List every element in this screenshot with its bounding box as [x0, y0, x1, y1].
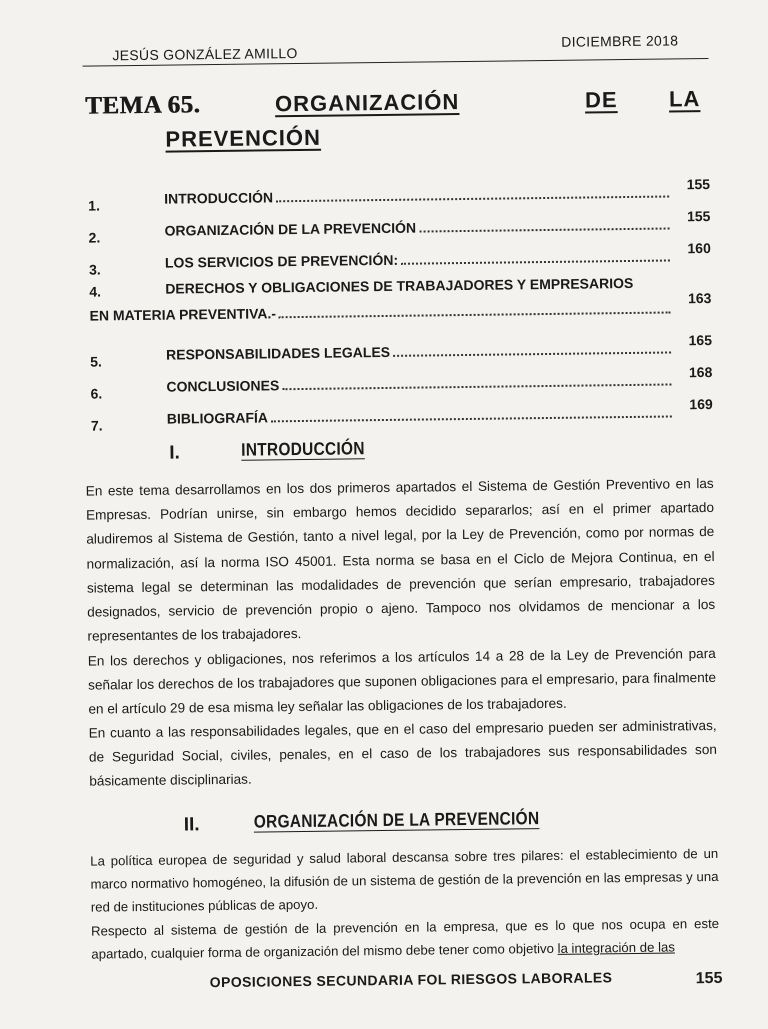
- toc-item-number: 4.: [89, 283, 102, 300]
- section-number: I.: [169, 442, 180, 464]
- toc-item-number: 5.: [90, 353, 102, 370]
- toc-item-number: 6.: [90, 385, 103, 402]
- title-word-prevencion: PREVENCIÓN: [165, 124, 322, 152]
- title-tema: TEMA 65.: [84, 91, 201, 120]
- toc-item-label: DERECHOS Y OBLIGACIONES DE TRABAJADORES Y EMPRESARIOS: [165, 274, 634, 297]
- document-title: [84, 82, 709, 152]
- toc-leader-dots: [419, 226, 670, 232]
- toc-item-label: LOS SERVICIOS DE PREVENCIÓN:: [164, 251, 399, 271]
- table-of-contents: [86, 176, 715, 436]
- section-title: ORGANIZACIÓN DE LA PREVENCIÓN: [253, 808, 540, 832]
- title-word-la: LA: [668, 86, 701, 112]
- paragraph: [91, 912, 720, 966]
- toc-item-number: 7.: [90, 417, 103, 434]
- toc-item-page: 169: [689, 395, 713, 413]
- toc-item: [89, 396, 715, 436]
- toc-item-page: 163: [687, 289, 712, 307]
- underlined-text: la integración de las: [557, 939, 675, 956]
- toc-item-number: 2.: [88, 229, 101, 246]
- toc-item-label: CONCLUSIONES: [166, 377, 280, 395]
- header-date: DICIEMBRE 2018: [561, 32, 679, 50]
- toc-item-number: 3.: [88, 261, 101, 278]
- header-author: JESÚS GONZÁLEZ AMILLO: [112, 45, 298, 64]
- toc-item-page: 155: [686, 175, 711, 193]
- toc-item-label: ORGANIZACIÓN DE LA PREVENCIÓN: [164, 219, 417, 239]
- paragraph-text: Respecto al sistema de gestión de la prevención en la empresa, que es lo que nos ocupa en este apartado, cualquier forma de organización del mismo debe tener como objetivo: [91, 915, 720, 962]
- toc-leader-dots: [279, 310, 671, 318]
- footer-text: OPOSICIONES SECUNDARIA FOL RIESGOS LABORALES: [209, 969, 613, 991]
- paragraph: En cuanto a las responsabilidades legales, que en el caso del empresario pueden ser administrativas, de Seguridad Social, civiles, penales, en el caso de los trabajadores sus responsabilidades son básicamente disciplinarias.: [88, 717, 718, 790]
- toc-item-number: 1.: [88, 197, 101, 214]
- paragraph: En este tema desarrollamos en los dos primeros apartados el Sistema de Gestión Preventivo en las Empresas. Podrían unirse, sin embargo hemos decidido separarlos; así en el primer apartado aludiremos al Sistema de Gestión, tanto a nivel legal, por la Ley de Prevención, como por normas de normalización, así la norma ISO 45001. Esta norma se basa en el Ciclo de Mejora Continua, en el sistema legal se determinan las modalidades de prevención que serían empresario, trabajadores designados, servicio de prevención propio o ajeno. Tampoco nos olvidamos de mencionar a los representantes de los trabajadores.: [85, 475, 716, 644]
- toc-leader-dots: [276, 194, 669, 202]
- toc-leader-dots: [393, 350, 671, 356]
- toc-item: [87, 272, 714, 340]
- title-word-organizacion: ORGANIZACIÓN: [274, 89, 460, 117]
- toc-item-label: BIBLIOGRAFÍA: [166, 409, 269, 427]
- section-number: II.: [183, 814, 200, 836]
- section-title: INTRODUCCIÓN: [241, 438, 365, 460]
- toc-leader-dots: [401, 258, 670, 264]
- paragraph: En los derechos y obligaciones, nos referimos a los artículos 14 a 28 de la Ley de Prevención para señalar los derechos de los trabajadores que suponen obligaciones para el empresario, para finalmente en el artículo 29 de esa misma ley señalar las obligaciones de los trabajadores.: [87, 645, 717, 718]
- toc-item-page: 160: [687, 239, 711, 257]
- toc-leader-dots: [271, 414, 672, 422]
- paragraph: La política europea de seguridad y salud laboral descansa sobre tres pilares: el establecimiento de un marco normativo homogéneo, la difusión de un sistema de gestión de la prevención en las empresas y una red de instituciones públicas de apoyo.: [90, 845, 719, 915]
- title-word-de: DE: [584, 87, 618, 113]
- toc-item-page: 165: [688, 331, 713, 349]
- toc-item-page: 155: [686, 207, 711, 225]
- toc-item-page: 168: [688, 363, 713, 381]
- toc-item-label: INTRODUCCIÓN: [164, 189, 274, 207]
- toc-item-label-continued: EN MATERIA PREVENTIVA.-: [89, 305, 277, 324]
- toc-leader-dots: [282, 382, 671, 390]
- page-number: 155: [695, 969, 723, 988]
- toc-item-label: RESPONSABILIDADES LEGALES: [165, 343, 391, 363]
